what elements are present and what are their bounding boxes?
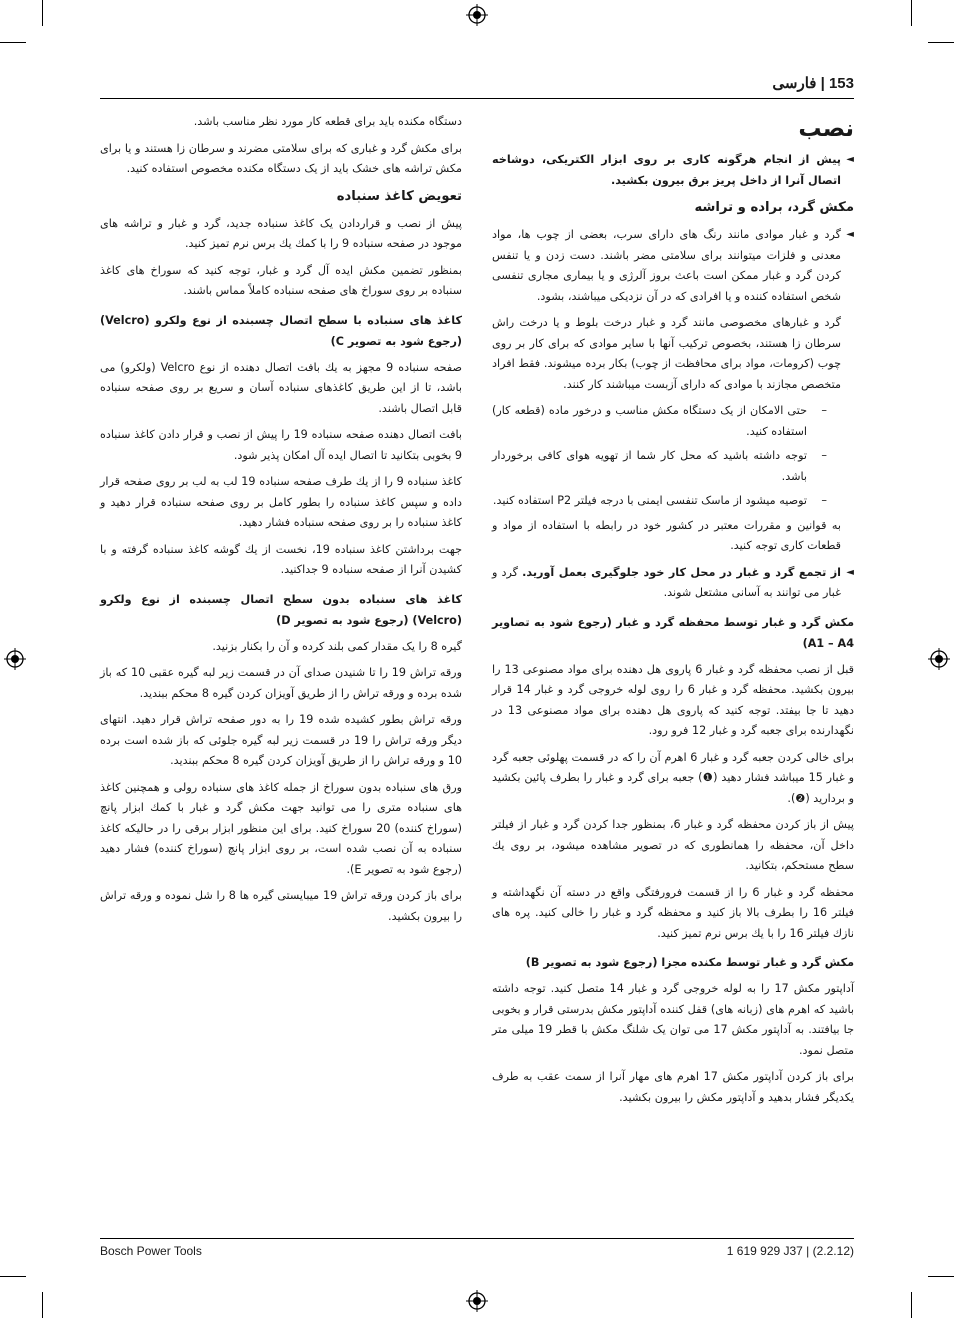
dust-warning: [492, 225, 854, 557]
crop-mark: [911, 0, 912, 26]
paragraph: برای باز کردن آداپتور مکش 17 اهرم های مهار آنرا از سمت عقب به طرف یکدیگر فشار بدهید و آداپتور مکش را بیرون بکشید.: [492, 1070, 855, 1104]
list-item: – حتی الامکان از یک دستگاه مکش مناسب و درخور ماده (قطعه کار) استفاده کنید.: [492, 404, 827, 438]
heading-replace-sanding-sheet: تعویض کاغذ سنباده: [336, 188, 462, 204]
paragraph: برای مکش گرد و غباری که برای سلامتی مضرند و سرطان زا هستند و یا برای مکش تراشه های خشک باید از یک دستگاه مکنده مخصوص استفاده کنید.: [100, 141, 462, 175]
list-item: – توصیه میشود از ماسک تنفسی ایمنی با درجه فیلتر P2 استفاده کنید.: [492, 494, 827, 507]
warning-unplug-text: پیش از انجام هرگونه کاری بر روی ابزار الکتریکی، دوشاخه اتصال آنرا از داخل پریز برق بیرون بکشید.: [492, 153, 841, 187]
paragraph: ورقه تراش بطور کشیده شده 19 را به دور صفحه تراش قرار دهید. انتهای دیگر ورقه تراش را 19 در قسمت زیر لبه گیره جلوئی که باز شده است برده 10 و ورقه تراش را از طریق آویزان کردن گیره 8 محکم ببندید.: [100, 713, 462, 767]
paragraph: صفحه سنباده 9 مجهز به یك بافت اتصال دهنده از نوع Velcro (ولکرو) می باشد، تا از این طریق کاغذهای سنباده آسان و سریع بر روی صفحه سنباده قابل اتصال باشند.: [100, 360, 462, 415]
page-footer: [100, 1238, 854, 1258]
crop-mark: [928, 42, 954, 43]
page-header: [100, 74, 854, 96]
paragraph: جهت برداشتن کاغذ سنباده 19، نخست از یك گوشه کاغذ سنباده گرفته و با کشیدن آنرا از صفحه سنباده 9 جداکنید.: [100, 542, 462, 576]
paragraph: به قوانین و مقررات معتبر در کشور خود در رابطه با استفاده از مواد و قطعات کاری توجه کنید.: [492, 518, 841, 552]
paragraph: بافت اتصال دهنده صفحه سنباده 19 را پیش از نصب و قرار دادن کاغذ سنباده 9 بخوبی بتکانید تا اتصال ایده آل امکان پذیر شود.: [100, 428, 462, 462]
heading-non-velcro-sheets: کاغذ های سنباده بدون سطح اتصال چسبنده از نوع ولکرو (Velcro) (رجوع شود به تصویر D): [100, 592, 462, 627]
heading-external-extraction: مکش گرد و غبار توسط مکنده مجزا (رجوع شود به تصویر B): [525, 956, 854, 969]
footer-rule: [100, 1238, 854, 1239]
paragraph: آداپتور مکش 17 را به لوله خروجی گرد و غبار 14 متصل کنید. توجه داشته باشید که اهرم های (زبانه های) قفل کننده آداپتور مکش بدرستی قرار و بخوبی جا بیافتند. به آداپتور مکش 17 می توان یک شلنگ مکش با قطر 19 میلی متر متصل نمود.: [492, 982, 855, 1057]
registration-mark-bottom: [466, 1290, 488, 1312]
paragraph: گیره 8 را یک مقدار کمی بلند کرده و آن را بکنار بزنید.: [212, 639, 462, 653]
page-number-label: 153 | فارسی: [772, 75, 854, 92]
bullet-triangle-icon: ◄: [846, 229, 854, 240]
paragraph: محفظه گرد و غبار 6 را از قسمت فرورفتگی واقع در دسته آن نگهداشته و فیلتر 16 را بطرف بالا باز کنید و محفظه گرد و غبار را خالی کنید. پره های نازك فیلتر 16 را با یك برس نرم تمیز کنید.: [492, 885, 855, 940]
paragraph: دستگاه مکنده باید برای قطعه کار مورد نظر مناسب باشد.: [193, 115, 462, 128]
heading-dust-box: مکش گرد و غبار توسط محفظه گرد و غبار (رجوع شود به تصاویر A1 – A4): [492, 615, 854, 650]
crop-mark: [42, 0, 43, 26]
footer-doc-number: 1 619 929 J37 | (2.2.12): [726, 1244, 854, 1258]
paragraph: قبل از نصب محفظه گرد و غبار 6 پاروی هل دهنده برای مواد مصنوعی 13 را بیرون بکشید. محفظه گرد و غبار 6 را روی لوله خروجی گرد و غبار 14 قرار دهید تا جا بیفتد. توجه کنید که پاروی هل دهنده برای مواد مصنوعی 13 در نگهدارنده برای جعبه گرد و غبار 12 فرو رود.: [492, 662, 854, 737]
crop-mark: [0, 42, 26, 43]
header-rule: [100, 98, 854, 99]
bullet-triangle-icon: ◄: [846, 566, 854, 578]
section-title-installation: نصب: [798, 116, 854, 142]
heading-dust-extraction: مکش گرد، براده و تراشه: [694, 200, 854, 215]
bullet-triangle-icon: ◄: [846, 154, 854, 165]
paragraph: گرد و غبار موادی مانند رنگ های دارای سرب، بعضی از چوب ها، مواد معدنی و فلزات میتوانند برای سلامتی مضر باشند. دست زدن و یا تنفس کردن گرد و غبار ممکن است باعث بروز آلرژی و یا بیماری مجاری تنفسی شخص استفاده کننده و یا افرادی که در آن نزدیکی میباشند، بشود.: [492, 228, 841, 303]
paragraph: پیش از باز کردن محفظه گرد و غبار 6، بمنظور جدا کردن گرد و غبار از فیلتر داخل آن، محفظه را همانطوری که در تصویر مشاهده میشود، بر روی یك سطح مستحکم، بتکانید.: [492, 818, 854, 872]
paragraph: پیش از نصب و قراردادن یک کاغذ سنباده جدید، گرد و غبار و تراشه های موجود در صفحه سنباده 9 را با کمك یك برس نرم تمیز کنید.: [100, 216, 462, 250]
crop-mark: [911, 1292, 912, 1318]
paragraph: کاغذ سنباده 9 را از یك طرف صفحه سنباده 19 لب به لب بر روی صفحه قرار داده و سپس کاغذ سنباده را بطور کامل بر روی صفحه سنباده قرار دهید و کاغذ سنباده را بر روی صفحه سنباده فشار دهید.: [100, 475, 462, 529]
paragraph: بمنظور تضمین مکش ایده آل گرد و غبار، توجه کنید که سوراخ های کاغذ سنباده بر روی سوراخ های صفحه سنباده کاملاً مماس باشند.: [100, 263, 462, 297]
registration-mark-left: [4, 648, 26, 670]
crop-mark: [42, 1292, 43, 1318]
paragraph: برای باز کردن ورقه تراش 19 میبایستی گیره ها 8 را شل نموده و ورقه تراش را بیرون بکشید.: [100, 889, 463, 923]
left-column: [100, 112, 462, 933]
dust-accumulation-warning: ◄ از تجمع گرد و غبار در محل کار خود جلوگیری بعمل آورید. گرد و غبار می توانند به آسانی مشتعل شوند.: [492, 563, 854, 604]
paragraph: گرد و غبارهای مخصوصی مانند گرد و غبار درخت بلوط و یا درخت راش سرطان زا هستند، بخصوص ترکیب آنها با سایر موادی که برای کار بر روی چوب (کرومات، مواد برای محافظت از چوب) بکار برده میشوند. فقط افراد متخصص مجازند با موادی که دارای آزبست میباشند کار کنند.: [492, 316, 841, 391]
right-column: [492, 112, 854, 1114]
crop-mark: [928, 1276, 954, 1277]
crop-mark: [0, 1276, 26, 1277]
paragraph: ورق های سنباده بدون سوراخ از جمله کاغذ های سنباده رولی و همچنین کاغذ های سنباده متری را می توانید جهت مکش گرد و غبار با کمك ابزار پانچ (سوراخ کننده) 20 سوراخ کنید. برای این منظور ابزار برقی را در حالیکه کاغذ سنباده به آن نصب شده است، بر روی ابزار پانچ (سوراخ کننده) فشار دهید (رجوع شود به تصویر E).: [100, 780, 462, 876]
paragraph: برای خالی کردن جعبه گرد و غبار 6 اهرم آن را که در قسمت پهلوئی جعبه گرد و غبار 15 میباشد فشار دهید (❶) جعبه برای گرد و غبار را بطرف پائین بکشید و بردارید (❷).: [492, 750, 854, 805]
heading-velcro-sheets: کاغذ های سنباده با سطح اتصال چسبنده از نوع ولکرو (Velcro) (رجوع شود به تصویر C): [100, 313, 462, 348]
registration-mark-right: [928, 648, 950, 670]
registration-mark-top: [466, 4, 488, 26]
list-item: – توجه داشته باشید که محل کار شما از تهویه هوای کافی برخوردار باشد.: [492, 449, 827, 483]
paragraph: ورقه تراش 19 را تا شنیدن صدای آن در قسمت زیر لبه گیره عقبی 10 که باز شده برده و ورقه تراش را از طریق آویزان کردن گیره 8 محکم ببندید.: [100, 666, 462, 700]
warning-unplug: [492, 150, 854, 191]
footer-brand: Bosch Power Tools: [100, 1244, 202, 1258]
